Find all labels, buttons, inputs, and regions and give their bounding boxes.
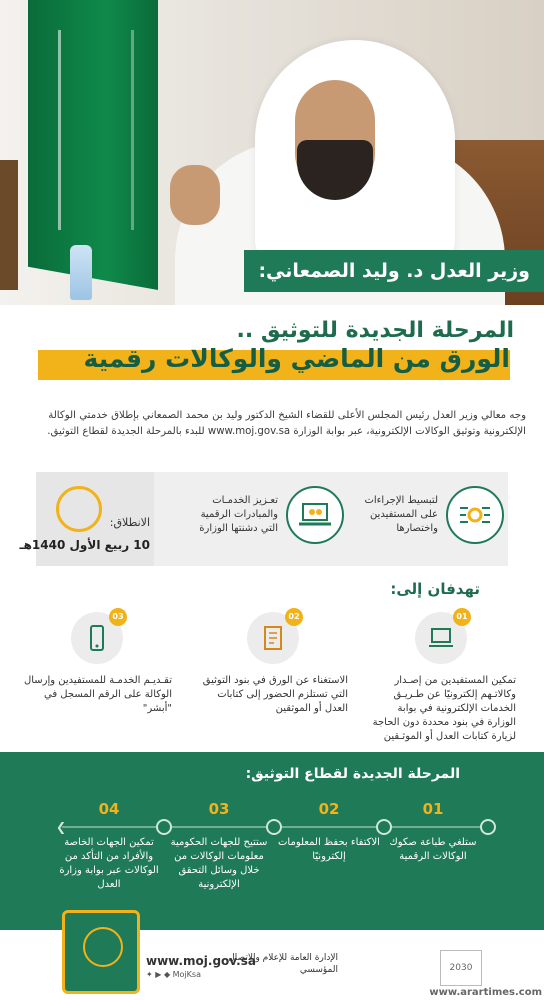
social-links xyxy=(146,970,201,979)
launch-box xyxy=(19,486,152,566)
step-text: ستلغي طباعة صكوك الوكالات الرقمية xyxy=(389,837,477,862)
water-bottle xyxy=(70,245,92,300)
gear-hand-icon xyxy=(56,486,102,532)
paper-scroll-icon xyxy=(247,612,299,664)
feature-digital-text: تعـزيز الخدمـات والمبادرات الرقمية التي دشنتها الوزارة xyxy=(199,495,278,534)
aim-number: 01 xyxy=(453,608,471,626)
watermark: www.arartimes.com xyxy=(429,987,542,998)
aims-title: تهدفان إلى: xyxy=(390,580,480,598)
aim-text: تمكين المستفيدين من إصـدار وكالاتـهم إلكترونيًا عن طـريـق الخدمات الإلكترونية في بوابة الوزارة في بنود محددة دون الحاجة لزيارة كتابات العدل أو الموثـقين xyxy=(372,675,516,742)
youtube-icon[interactable]: ▶ xyxy=(155,970,162,979)
step-number: 03 xyxy=(208,800,230,818)
aim-item xyxy=(198,612,348,716)
launch-date: 10 ربيع الأول 1440هـ xyxy=(19,538,150,552)
phase-step xyxy=(274,800,384,864)
minister-name-banner xyxy=(244,250,544,292)
aim-item xyxy=(22,612,172,716)
minister-name: وزير العدل د. وليد الصمعاني: xyxy=(258,260,530,282)
launch-label: الانطلاق: xyxy=(109,516,150,529)
feature-simplify-text: لتبسيط الإجراءات على المستفيدين واختصارها xyxy=(364,495,438,534)
mobile-phone-icon xyxy=(71,612,123,664)
fingerprint-laptop-icon xyxy=(415,612,467,664)
headline-line1: المرحلة الجديدة للتوثيق .. xyxy=(236,318,514,343)
phase-step xyxy=(54,800,164,892)
step-text: الاكتفاء بحفظ المعلومات إلكترونيًا xyxy=(278,837,380,862)
phase-step xyxy=(164,800,274,892)
step-number: 04 xyxy=(98,800,120,818)
aim-text: الاستغناء عن الورق في بنود التوثيق التي تستلزم الحضور إلى كتابات العدل أو الموثقين xyxy=(202,675,348,714)
phase-title: المرحلة الجديدة لقطاع التوثيق: xyxy=(245,766,460,782)
step-text: تمكين الجهات الخاصة والأفراد من التأكد من الوكالات عبر بوابة وزارة العدل xyxy=(59,837,159,890)
chevron-left-icon: ❮ xyxy=(56,820,67,834)
media-department: الإدارة العامة للإعلام والاتصال المؤسسي xyxy=(228,953,338,975)
gear-arrows-icon xyxy=(446,486,504,544)
twitter-icon[interactable]: ✦ xyxy=(146,970,153,979)
feature-digital xyxy=(186,486,344,544)
aim-number: 03 xyxy=(109,608,127,626)
laptop-gear-icon xyxy=(286,486,344,544)
aim-text: تقـديـم الخدمـة للمستفيدين وإرسال الوكالة على الرقم المسجل في "أبشر" xyxy=(23,675,172,714)
social-handle: MojKsa xyxy=(172,970,201,979)
step-number: 01 xyxy=(422,800,444,818)
aim-item xyxy=(366,612,516,744)
step-number: 02 xyxy=(318,800,340,818)
wall-frame xyxy=(0,160,18,290)
ministry-logo-icon xyxy=(62,910,140,994)
website-url[interactable]: www.moj.gov.sa xyxy=(146,954,256,968)
intro-text: وجه معالي وزير العدل رئيس المجلس الأعلى للقضاء الشيخ الدكتور وليد بن محمد الصمعاني بإطلاق خدمتي الوكالة الإلكترونية وتوثيق الوكالات الإلكترونية، عبر بوابة الوزارة www.moj.gov.sa للبدء بالمرحلة الجديدة لقطاع التوثيق. xyxy=(47,410,526,437)
headline-line2: الورق من الماضي والوكالات رقمية xyxy=(83,344,510,373)
snapchat-icon[interactable]: ◆ xyxy=(163,970,171,979)
phase-step xyxy=(378,800,488,864)
step-text: ستتيح للجهات الحكومية معلومات الوكالات من خلال وسائل التحقق الإلكترونية xyxy=(170,837,268,890)
vision-2030-logo: 2030 xyxy=(440,950,482,986)
aim-number: 02 xyxy=(285,608,303,626)
feature-simplify xyxy=(346,486,504,544)
